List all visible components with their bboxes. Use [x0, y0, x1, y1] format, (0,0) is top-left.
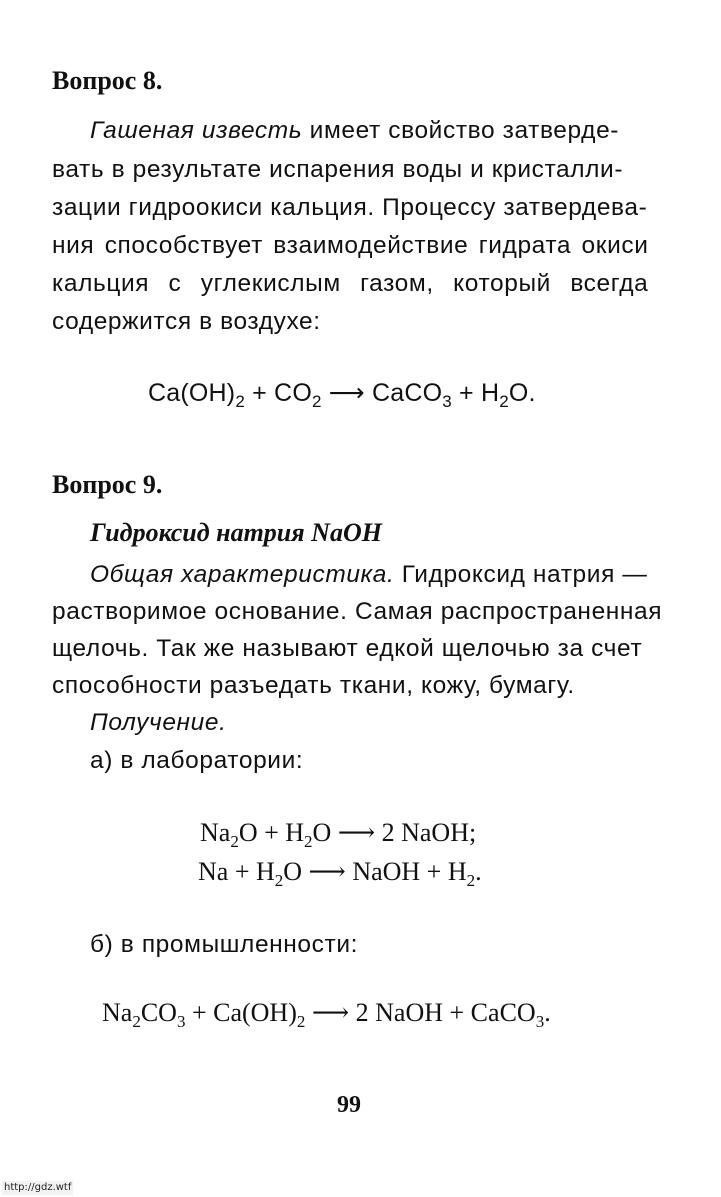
q9-general-line-1-text: Гидроксид натрия —	[394, 561, 648, 588]
q9-general-label: Общая характеристика.	[90, 561, 395, 588]
watermark-link[interactable]: http://gdz.wtf	[4, 1182, 72, 1193]
q8-equation: $Ca(OH)_2 + CO_2$ ⟶ CaCO$_3$ + $H_2O$.	[148, 379, 536, 411]
q8-paragraph-line-5: кальция с углекислым газом, который всегда	[52, 270, 649, 297]
q8-paragraph-line-3: зации гидроокиси кальция. Процессу затвердева-	[52, 194, 648, 221]
question-9-heading: Вопрос 9.	[52, 470, 163, 499]
q8-term-slaked-lime: Гашеная известь	[90, 117, 303, 144]
q9-subheading: Гидроксид натрия NaOH	[90, 518, 382, 547]
q8-paragraph-line-6: содержится в воздухе:	[52, 308, 321, 335]
q8-line-1-text: имеет свойство затверде-	[302, 117, 620, 144]
q9-industry-label: б) в промышленности:	[90, 931, 359, 958]
q8-paragraph-line-4: ния способствует взаимодействие гидрата окиси	[52, 232, 649, 259]
q8-paragraph-line-2: вать в результате испарения воды и кристалли-	[52, 156, 624, 183]
q8-paragraph-line-1	[90, 116, 664, 146]
q9-general-line-1	[90, 560, 647, 590]
question-8-heading: Вопрос 8.	[52, 66, 163, 95]
q9-general-line-3: щелочь. Так же называют едкой щелочью за счет	[52, 635, 643, 662]
q9-general-line-2: растворимое основание. Самая распространенная	[52, 598, 663, 625]
q9-lab-equation-2: $Na + H_2O$ ⟶ NaOH + $H_2$.	[198, 857, 482, 890]
q9-obtaining-label: Получение.	[90, 709, 227, 736]
q9-lab-equation-1: $Na_2O + H_2O$ ⟶ 2 NaOH;	[200, 818, 477, 851]
q9-lab-label: а) в лаборатории:	[90, 747, 304, 774]
q9-general-line-4: способности разъедать ткани, кожу, бумагу.	[52, 672, 575, 699]
page-number: 99	[337, 1092, 361, 1118]
q9-industry-equation: $Na_2CO_3 + Ca(OH)_2$ ⟶ 2 NaOH + CaCO$_3$.	[102, 998, 551, 1031]
